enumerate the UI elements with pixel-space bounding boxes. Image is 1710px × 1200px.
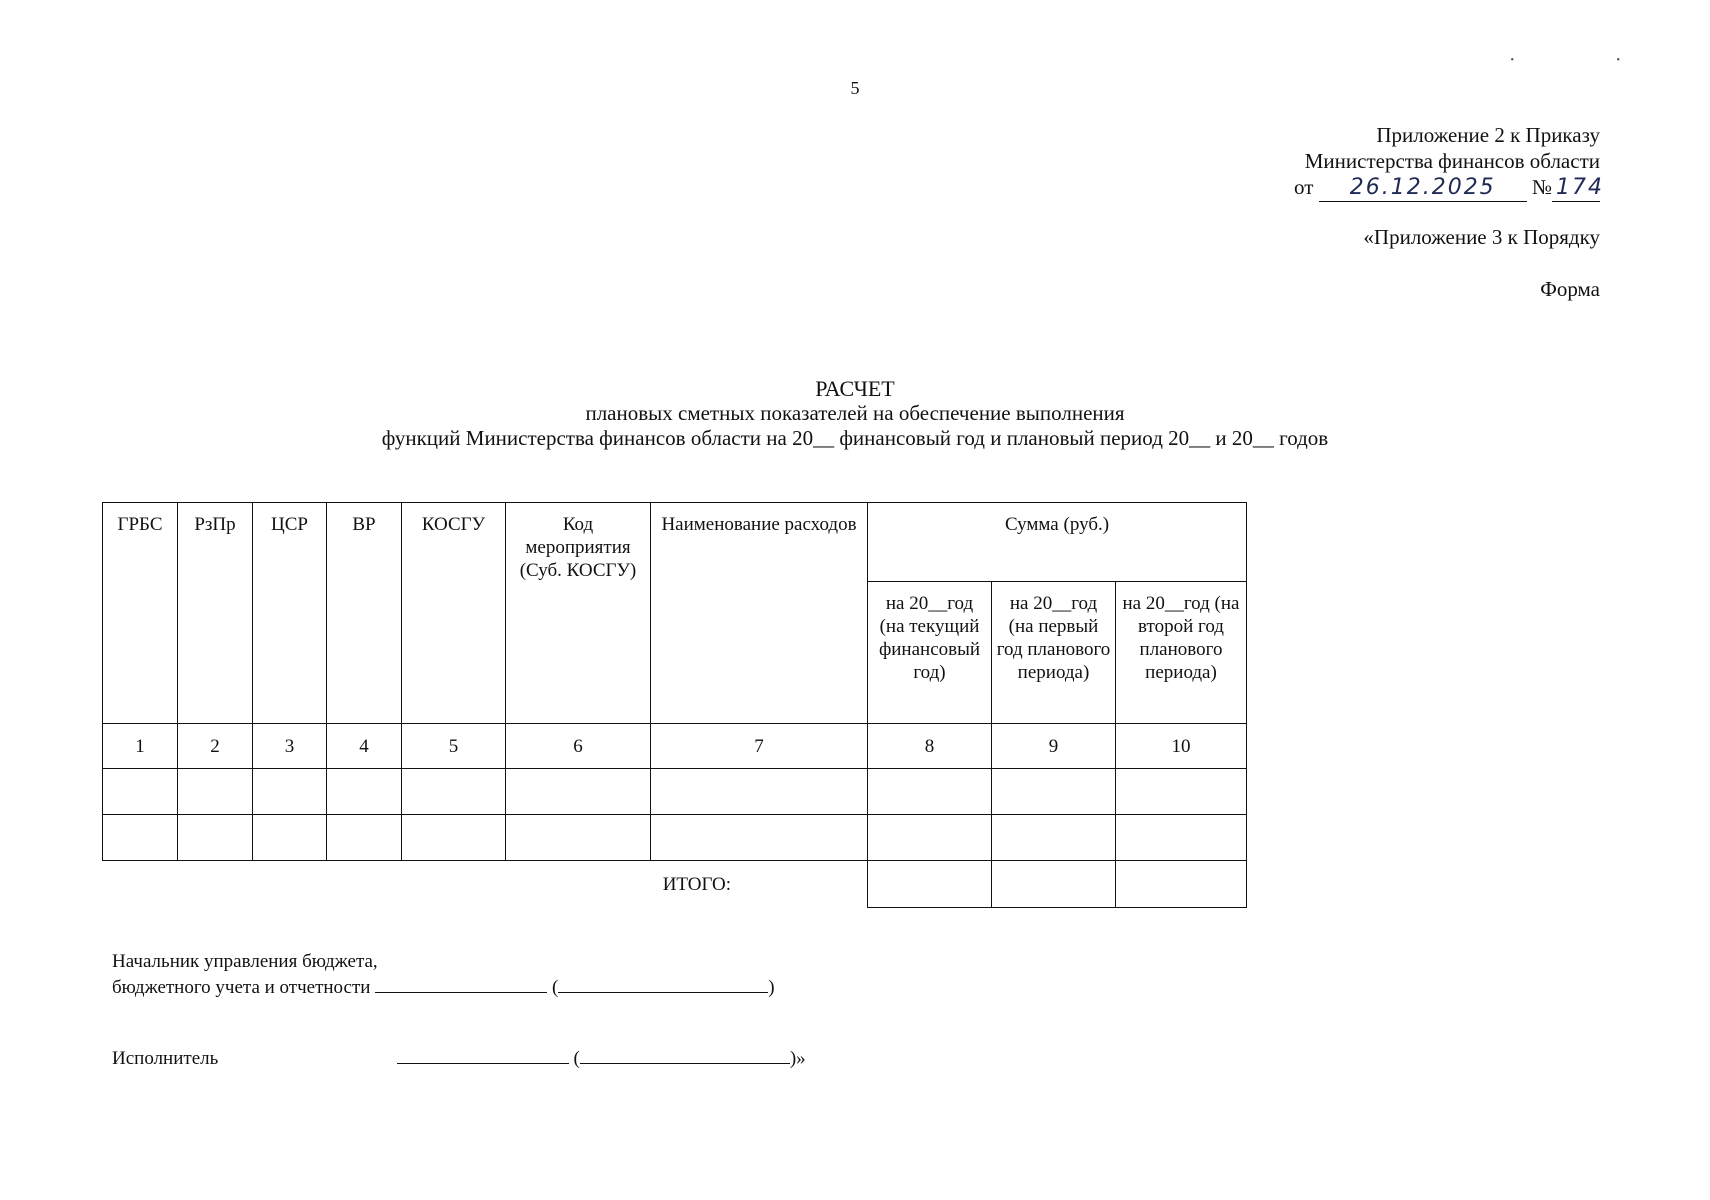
header-event-code: Код мероприятия (Суб. КОСГУ) — [506, 503, 651, 724]
header-year-current: на 20__год (на текущий финансовый год) — [868, 582, 992, 724]
title-line3: функций Министерства финансов области на 20__ финансовый год и плановый период 20__ и 20__ годов — [381, 426, 1329, 450]
appendix-line1: Приложение 2 к Приказу — [1376, 123, 1600, 147]
total-cell — [1116, 861, 1247, 908]
appendix-date-row — [1294, 174, 1604, 202]
header-csr: ЦСР — [253, 503, 327, 724]
appendix-header — [1294, 122, 1604, 202]
column-number: 6 — [506, 724, 651, 769]
header-sum: Сумма (руб.) — [868, 503, 1247, 582]
header-row-1 — [103, 503, 1247, 582]
total-cell — [992, 861, 1116, 908]
column-number: 2 — [178, 724, 253, 769]
header-kosgu: КОСГУ — [402, 503, 506, 724]
column-number: 10 — [1116, 724, 1247, 769]
empty-cell — [253, 815, 327, 861]
empty-cell — [1116, 815, 1247, 861]
column-number: 5 — [402, 724, 506, 769]
title-main: РАСЧЕТ — [815, 376, 895, 401]
executor-row — [112, 1045, 806, 1070]
document-title — [0, 376, 1710, 451]
column-number: 3 — [253, 724, 327, 769]
handwritten-date: 26.12.2025 — [1319, 175, 1527, 202]
empty-cell — [253, 769, 327, 815]
signatory-row — [112, 974, 775, 1000]
column-number: 1 — [103, 724, 178, 769]
form-label: Форма — [1540, 277, 1600, 301]
empty-cell — [868, 769, 992, 815]
empty-cell — [402, 769, 506, 815]
name-line — [580, 1045, 790, 1064]
total-label: ИТОГО: — [662, 873, 731, 895]
column-numbers-row — [103, 724, 1247, 769]
empty-cell — [402, 815, 506, 861]
empty-cell — [178, 815, 253, 861]
signature-line — [375, 974, 547, 993]
column-number: 8 — [868, 724, 992, 769]
empty-cell — [103, 769, 178, 815]
executor-close: )» — [789, 1048, 806, 1069]
open-paren: ( — [551, 977, 559, 998]
handwritten-number: 174 — [1552, 175, 1600, 202]
executor-label: Исполнитель — [112, 1048, 219, 1069]
header-grbs: ГРБС — [103, 503, 178, 724]
date-prefix: от — [1294, 175, 1314, 199]
empty-cell — [327, 769, 402, 815]
header-vr: ВР — [327, 503, 402, 724]
close-paren: ) — [768, 977, 775, 998]
total-row — [103, 861, 1247, 908]
header-year-second: на 20__год (на второй год планового периода) — [1116, 582, 1247, 724]
signature-line — [397, 1045, 569, 1064]
empty-cell — [868, 815, 992, 861]
appendix-line2: Министерства финансов области — [1304, 149, 1600, 173]
signatory-title-line1: Начальник управления бюджета, — [112, 951, 378, 972]
signatory-title-line2: бюджетного учета и отчетности — [112, 977, 371, 998]
header-year-first: на 20__год (на первый год планового периода) — [992, 582, 1116, 724]
empty-cell — [178, 769, 253, 815]
empty-cell — [651, 815, 868, 861]
scan-marks: • • — [1510, 55, 1670, 66]
signature-block — [112, 950, 775, 1000]
empty-cell — [506, 815, 651, 861]
empty-cell — [327, 815, 402, 861]
page-number: 5 — [850, 78, 860, 98]
column-number: 7 — [651, 724, 868, 769]
total-cell — [868, 861, 992, 908]
empty-cell — [992, 815, 1116, 861]
column-number: 4 — [327, 724, 402, 769]
number-prefix: № — [1531, 175, 1552, 199]
empty-cell — [506, 769, 651, 815]
empty-cell — [1116, 769, 1247, 815]
table-row — [103, 815, 1247, 861]
table-row — [103, 769, 1247, 815]
calculation-table — [102, 502, 1247, 908]
column-number: 9 — [992, 724, 1116, 769]
title-line2: плановых сметных показателей на обеспечение выполнения — [585, 401, 1125, 425]
header-expense-name: Наименование расходов — [651, 503, 868, 724]
reference-line: «Приложение 3 к Порядку — [1363, 225, 1600, 249]
open-paren: ( — [573, 1048, 580, 1069]
empty-cell — [992, 769, 1116, 815]
empty-cell — [651, 769, 868, 815]
header-rzpr: РзПр — [178, 503, 253, 724]
name-line — [558, 974, 768, 993]
empty-cell — [103, 815, 178, 861]
